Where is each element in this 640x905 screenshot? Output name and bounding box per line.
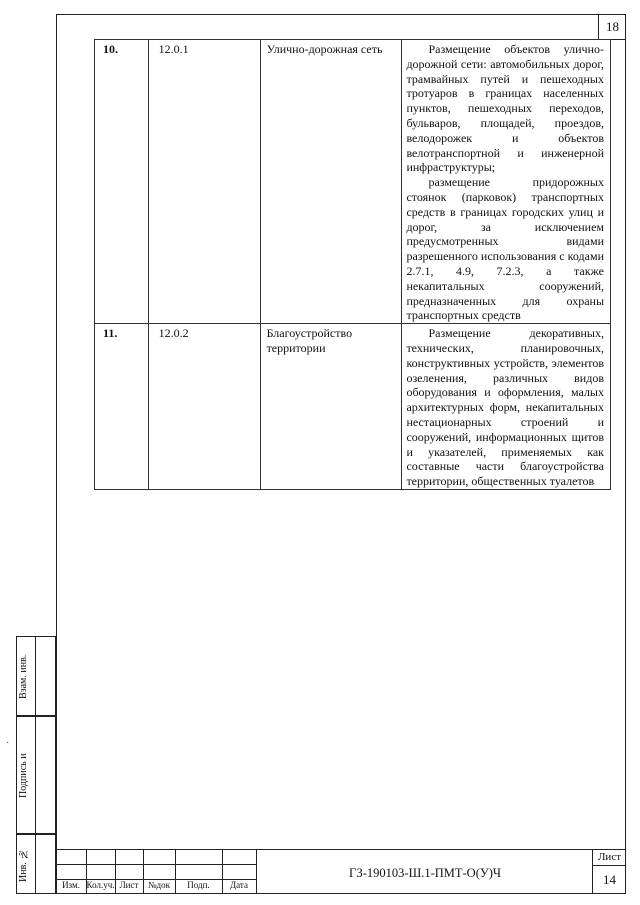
row-name: Улично-дорожная сеть (260, 40, 402, 324)
header-data: Дата (230, 880, 248, 890)
vzam-inv-label: Взам. инв. (18, 654, 29, 700)
header-kol-uch: Кол.уч. (86, 880, 115, 890)
side-stamp-podpis (16, 716, 56, 834)
sheet-number: 14 (603, 872, 616, 887)
description-paragraph: Размещение декоративных, технических, планировочных, конструктивных устройств, элементов озеленения, различных видов оборудования и оформления, малых архитектурных форм, некапитальных нестационарных строений и сооружений, информационных щитов и указателей, применяемых как составные части благоустройства территории, общественных туалетов (406, 326, 604, 489)
inv-no-label: Инв. № (18, 848, 29, 882)
row-description (402, 40, 611, 324)
row-description (402, 324, 611, 490)
header-podp: Подп. (187, 880, 210, 890)
row-code: 12.0.1 (148, 40, 260, 324)
sheet-label: Лист (597, 851, 622, 863)
row-number: 11. (95, 324, 149, 490)
description-paragraph: Размещение объектов улично-дорожной сети: автомобильных дорог, трамвайных путей и пешеходных тротуаров в границах населенных пунктов, пешеходных переходов, бульваров, площадей, проездов, велодорожек и объектов велотранспортной и инженерной инфраструктуры; (406, 42, 604, 175)
header-izm: Изм. (62, 880, 80, 890)
side-stamp-inv (16, 834, 56, 894)
page-number: 18 (598, 14, 626, 40)
header-ndok: №док (147, 880, 171, 890)
row-name: Благоустройство территории (260, 324, 402, 490)
table-row (95, 324, 611, 490)
row-number: 10. (95, 40, 149, 324)
row-code: 12.0.2 (148, 324, 260, 490)
podpis-label: Подпись и (18, 753, 29, 799)
land-use-table (94, 39, 611, 490)
side-stamp-vzam (16, 636, 56, 716)
stray-mark: · (6, 738, 10, 749)
table-row (95, 40, 611, 324)
header-list: Лист (119, 880, 139, 890)
description-paragraph: размещение придорожных стоянок (парковок) транспортных средств в границах городских улиц и дорог, за исключением предусмотренных видами разрешенного использования с кодами 2.7.1, 4.9, 7.2.3, а также некапитальных сооружений, предназначенных для охраны транспортных средств (406, 175, 604, 323)
document-id: ГЗ-190103-Ш.1-ПМТ-О(У)Ч (348, 866, 502, 880)
